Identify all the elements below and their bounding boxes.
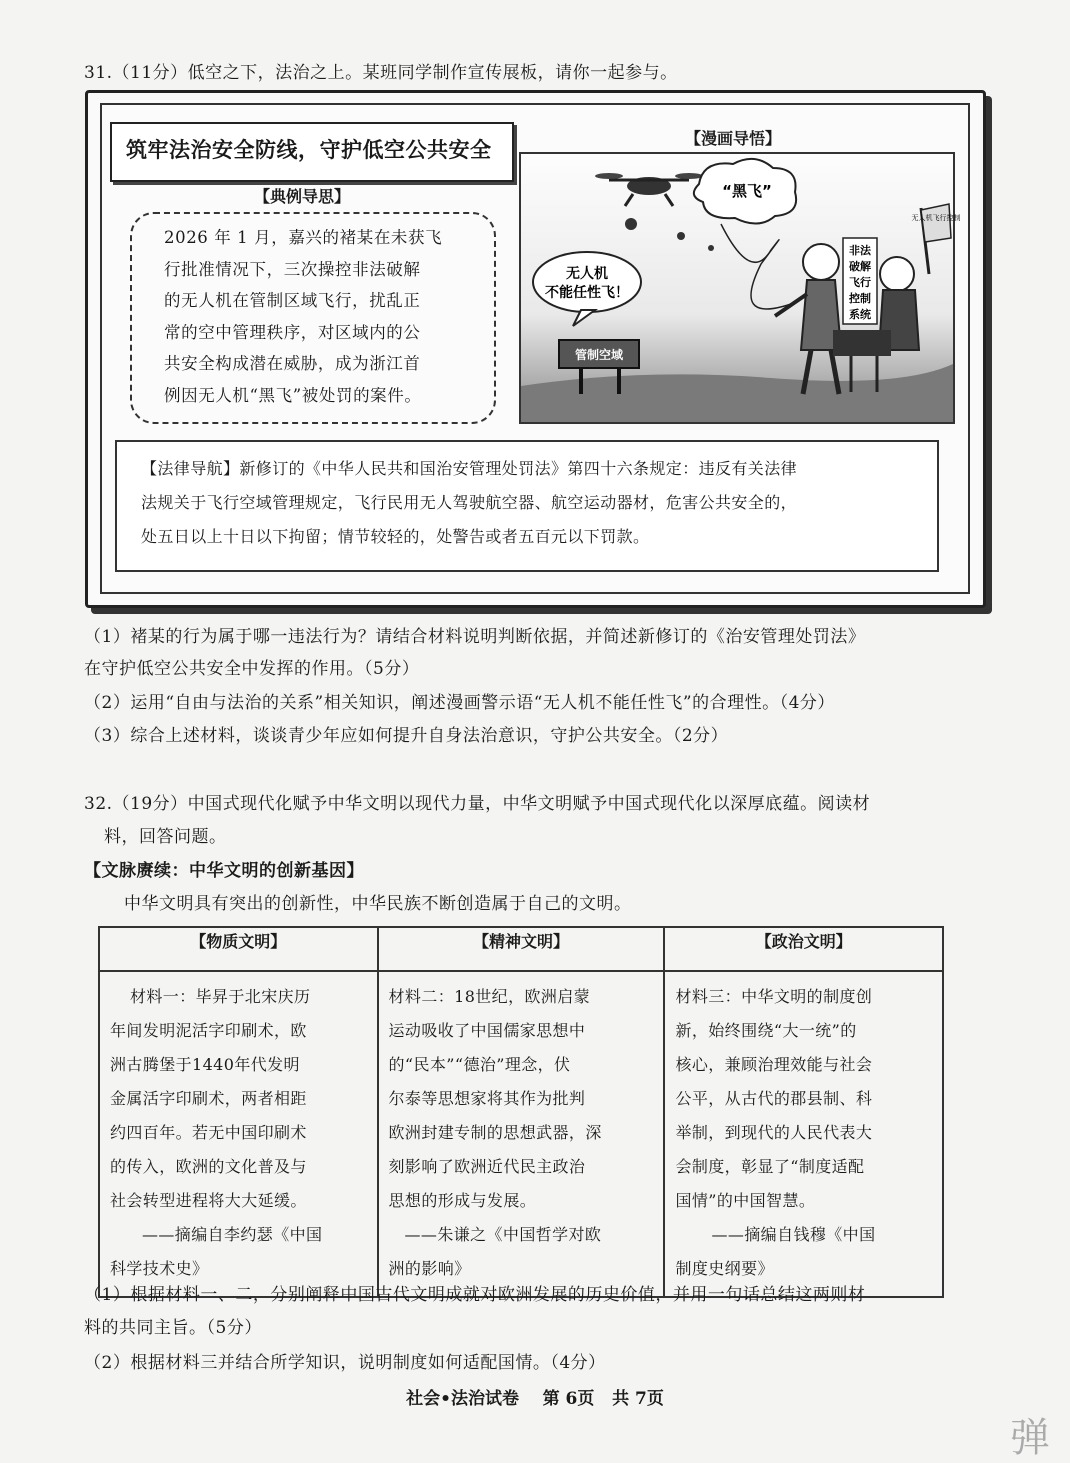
law-navigation-box [115,440,939,572]
cell-line: 材料一：毕昇于北宋庆历 [130,987,311,1006]
q32-sub1-line1: （1）根据材料一、二，分别阐释中国古代文明成就对欧洲发展的历史价值，并用一句话总结这两则材 [84,1285,866,1305]
speech-text-line2: 不能任性飞！ [545,285,629,301]
page-footer: 社会•法治试卷 第 6页 共 7页 [406,1389,664,1409]
sys-text: 飞行 [849,276,871,289]
drone-icon [595,173,703,206]
table-header-spiritual: 【精神文明】 [378,927,665,971]
cell-line: 年间发明泥活字印刷术，欧 [110,1021,307,1040]
cell-line: 核心，兼顾治理效能与社会 [675,1055,873,1074]
sys-text: 控制 [849,292,871,305]
cell-line: 科学技术史》 [110,1259,209,1278]
case-line: 2026 年 1 月，嘉兴的褚某在未获飞 [164,228,443,247]
cell-line: 新，始终围绕“大一统”的 [675,1021,857,1040]
cell-line: 运动吸收了中国儒家思想中 [388,1021,586,1040]
sys-text: 系统 [849,308,871,321]
cell-line: 刻影响了欧洲近代民主政治 [388,1157,586,1176]
q31-header: 31.（11分）低空之下，法治之上。某班同学制作宣传展板，请你一起参与。 [84,63,678,83]
cell-line: 洲古腾堡于1440年代发明 [110,1055,300,1074]
comic-drawing [521,154,961,422]
cell-line: 举制，到现代的人民代表大 [675,1123,873,1142]
cell-line: 的传入，欧洲的文化普及与 [110,1157,307,1176]
cell-line: 的“民本”“德治”理念，伏 [388,1055,571,1074]
cell-line: 公平，从古代的郡县制、科 [675,1089,873,1108]
person-standing-icon [775,244,841,394]
speech-bubble [533,252,641,312]
case-box [130,212,496,424]
table-row [99,971,943,1297]
case-line: 行批准情况下，三次操控非法破解 [164,259,421,279]
cell-line: 尔泰等思想家将其作为批判 [388,1089,586,1108]
cell-line: 材料三：中华文明的制度创 [675,987,873,1006]
speech-text-line1: 无人机 [566,266,608,282]
sign-text: 管制空域 [574,348,624,362]
material-one-cell [99,971,378,1297]
cell-line: 制度史纲要》 [675,1259,774,1278]
law-text [117,442,937,554]
cloud-text: “黑飞” [722,182,772,200]
cell-line: 约四百年。若无中国印刷术 [110,1123,307,1142]
cell-line: ——摘编自钱穆《中国 [711,1225,876,1244]
poster-banner [110,122,514,182]
q31-sub1-line2: 在守护低空公共安全中发挥的作用。（5分） [84,659,420,679]
material-three-cell [664,971,943,1297]
q31-sub3: （3）综合上述材料，谈谈青少年应如何提升自身法治意识，守护公共安全。（2分） [84,726,729,746]
materials-table [98,926,944,1298]
cell-line: 材料二：18世纪，欧洲启蒙 [388,987,591,1006]
q32-sub1-line2: 料的共同主旨。（5分） [84,1318,262,1338]
law-line: 处五日以上十日以下拘留；情节较轻的，处警告或者五百元以下罚款。 [141,527,650,546]
cell-line: 欧洲封建专制的思想武器，深 [388,1123,602,1142]
q32-intro: 中华文明具有突出的创新性，中华民族不断创造属于自己的文明。 [124,894,632,914]
cell-line: 社会转型进程将大大延缓。 [110,1191,307,1210]
comic-label: 【漫画导悟】 [685,129,782,148]
ground [521,364,953,422]
case-line: 共安全构成潜在威胁，成为浙江首 [164,354,421,373]
poster-banner-title: 筑牢法治安全防线，守护低空公共安全 [126,138,492,162]
sys-text: 非法 [849,244,871,257]
case-line: 例因无人机“黑飞”被处罚的案件。 [164,385,422,405]
law-line: 【法律导航】新修订的《中华人民共和国治安管理处罚法》第四十六条规定：违反有关法律 [141,459,798,478]
law-line: 法规关于飞行空域管理规定，飞行民用无人驾驶航空器、航空运动器材，危害公共安全的， [141,493,798,512]
material-two-cell [378,971,665,1297]
cell-line: 国情”的中国智慧。 [675,1191,816,1210]
flag-icon [912,204,961,274]
sys-text: 破解 [849,260,871,273]
q32-sub2: （2）根据材料三并结合所学知识，说明制度如何适配国情。（4分） [84,1353,606,1373]
cell-line: ——朱谦之《中国哲学对欧 [404,1225,602,1244]
table-header-row [99,927,943,971]
case-line: 常的空中管理秩序，对区域内的公 [164,322,421,342]
comic-illustration [519,152,961,424]
cell-line: 会制度，彰显了“制度适配 [675,1157,865,1176]
case-line: 的无人机在管制区域飞行，扰乱正 [164,291,421,310]
case-label: 【典例导思】 [254,187,351,206]
q32-header-line2: 料，回答问题。 [104,827,227,847]
table-header-political: 【政治文明】 [664,927,943,971]
q32-section-label: 【文脉赓续：中华文明的创新基因】 [84,861,364,881]
flag-text: 无人机飞行控制 [911,214,961,222]
q32-header-line1: 32.（19分）中国式现代化赋予中华文明以现代力量，中华文明赋予中国式现代化以深厚底蕴。阅读材 [84,794,871,814]
q31-sub1-line1: （1）褚某的行为属于哪一违法行为？请结合材料说明判断依据，并简述新修订的《治安管理处罚法》 [84,627,866,647]
cell-line: 金属活字印刷术，两者相距 [110,1089,307,1108]
cell-line: 洲的影响》 [388,1259,471,1278]
cell-line: ——摘编自李约瑟《中国 [142,1225,323,1244]
q31-sub2: （2）运用“自由与法治的关系”相关知识，阐述漫画警示语“无人机不能任性飞”的合理性。（4分） [84,693,835,713]
case-text [132,214,494,411]
cell-line: 思想的形成与发展。 [388,1191,537,1210]
table-header-material: 【物质文明】 [99,927,378,971]
watermark: 弹 [1010,1415,1050,1461]
